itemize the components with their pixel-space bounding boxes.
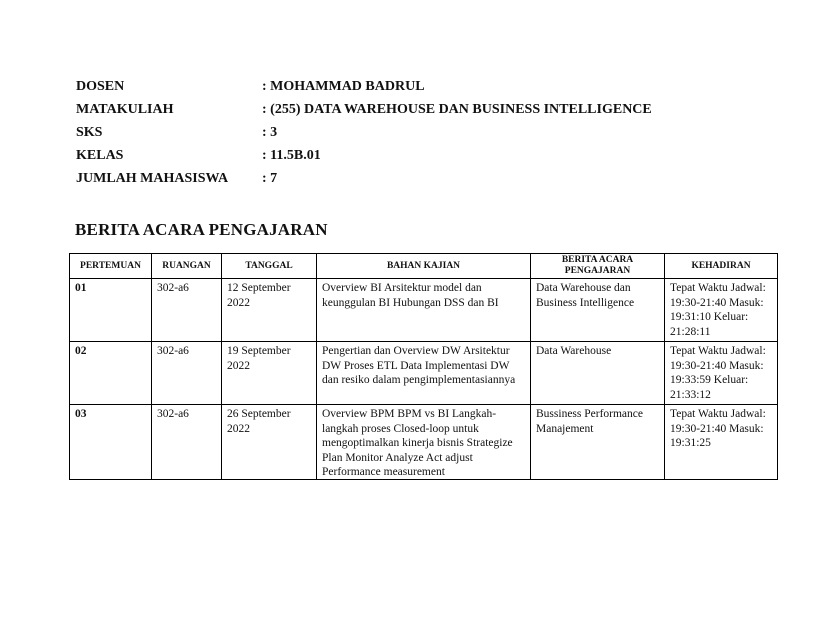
- cell-text: 03: [75, 408, 87, 420]
- info-row-dosen: [76, 75, 652, 98]
- cell-tanggal: 19 September 2022: [222, 342, 317, 405]
- cell-bahan-kajian: Overview BI Arsitektur model dan keunggulan BI Hubungan DSS dan BI: [317, 279, 531, 342]
- cell-text: 302-a6: [157, 408, 189, 420]
- cell-text: Tepat Waktu Jadwal: 19:30-21:40 Masuk: 19:31:25: [670, 408, 766, 449]
- info-row-jumlah-mahasiswa: [76, 167, 652, 190]
- cell-tanggal: 12 September 2022: [222, 279, 317, 342]
- info-value: : 7: [262, 170, 278, 186]
- header-tanggal: TANGGAL: [222, 254, 317, 279]
- info-value: : 11.5B.01: [262, 147, 321, 163]
- table-row: [70, 279, 778, 342]
- header-pertemuan: PERTEMUAN: [70, 254, 152, 279]
- cell-ruangan: [152, 405, 222, 480]
- cell-kehadiran: Tepat Waktu Jadwal: 19:30-21:40 Masuk: 19:33:59 Keluar: 21:33:12: [665, 342, 778, 405]
- info-label: DOSEN: [76, 78, 125, 94]
- cell-kehadiran: Tepat Waktu Jadwal: 19:30-21:40 Masuk: 19:31:10 Keluar: 21:28:11: [665, 279, 778, 342]
- cell-text: Bussiness Performance Manajement: [536, 408, 643, 435]
- cell-berita-acara: Data Warehouse: [531, 342, 665, 405]
- cell-pertemuan: 01: [70, 279, 152, 342]
- cell-pertemuan: 02: [70, 342, 152, 405]
- info-row-kelas: [76, 144, 652, 167]
- cell-kehadiran: [665, 405, 778, 480]
- info-row-matakuliah: [76, 98, 652, 121]
- cell-ruangan: 302-a6: [152, 342, 222, 405]
- info-label: SKS: [76, 124, 103, 140]
- cell-bahan-kajian: Pengertian dan Overview DW Arsitektur DW Proses ETL Data Implementasi DW dan resiko dalam pengimplementasiannya: [317, 342, 531, 405]
- table-row: [70, 405, 778, 480]
- header-kehadiran: KEHADIRAN: [665, 254, 778, 279]
- info-value: : 3: [262, 124, 278, 140]
- section-title: BERITA ACARA PENGAJARAN: [75, 220, 328, 239]
- info-label: MATAKULIAH: [76, 101, 174, 117]
- cell-ruangan: 302-a6: [152, 279, 222, 342]
- cell-text: Overview BPM BPM vs BI Langkah-langkah proses Closed-loop untuk mengoptimalkan kinerja bisnis Strategize Plan Monitor Analyze Act adjust Performance measurement: [322, 408, 513, 477]
- info-label: JUMLAH MAHASISWA: [76, 170, 229, 186]
- header-bahan-kajian: BAHAN KAJIAN: [317, 254, 531, 279]
- course-info: [76, 75, 652, 190]
- cell-berita-acara: [531, 405, 665, 480]
- header-ruangan: RUANGAN: [152, 254, 222, 279]
- cell-bahan-kajian: [317, 405, 531, 480]
- info-row-sks: [76, 121, 652, 144]
- cell-berita-acara: Data Warehouse dan Business Intelligence: [531, 279, 665, 342]
- cell-pertemuan: [70, 405, 152, 480]
- info-value: : (255) DATA WAREHOUSE DAN BUSINESS INTELLIGENCE: [262, 101, 652, 117]
- table-header-row: [70, 254, 778, 279]
- cell-tanggal: [222, 405, 317, 480]
- teaching-record-table: [69, 253, 778, 480]
- cell-text: 26 September 2022: [227, 408, 291, 435]
- info-value: : MOHAMMAD BADRUL: [262, 78, 425, 94]
- header-berita-acara: BERITA ACARA PENGAJARAN: [531, 254, 665, 279]
- info-label: KELAS: [76, 147, 124, 163]
- table-row: [70, 342, 778, 405]
